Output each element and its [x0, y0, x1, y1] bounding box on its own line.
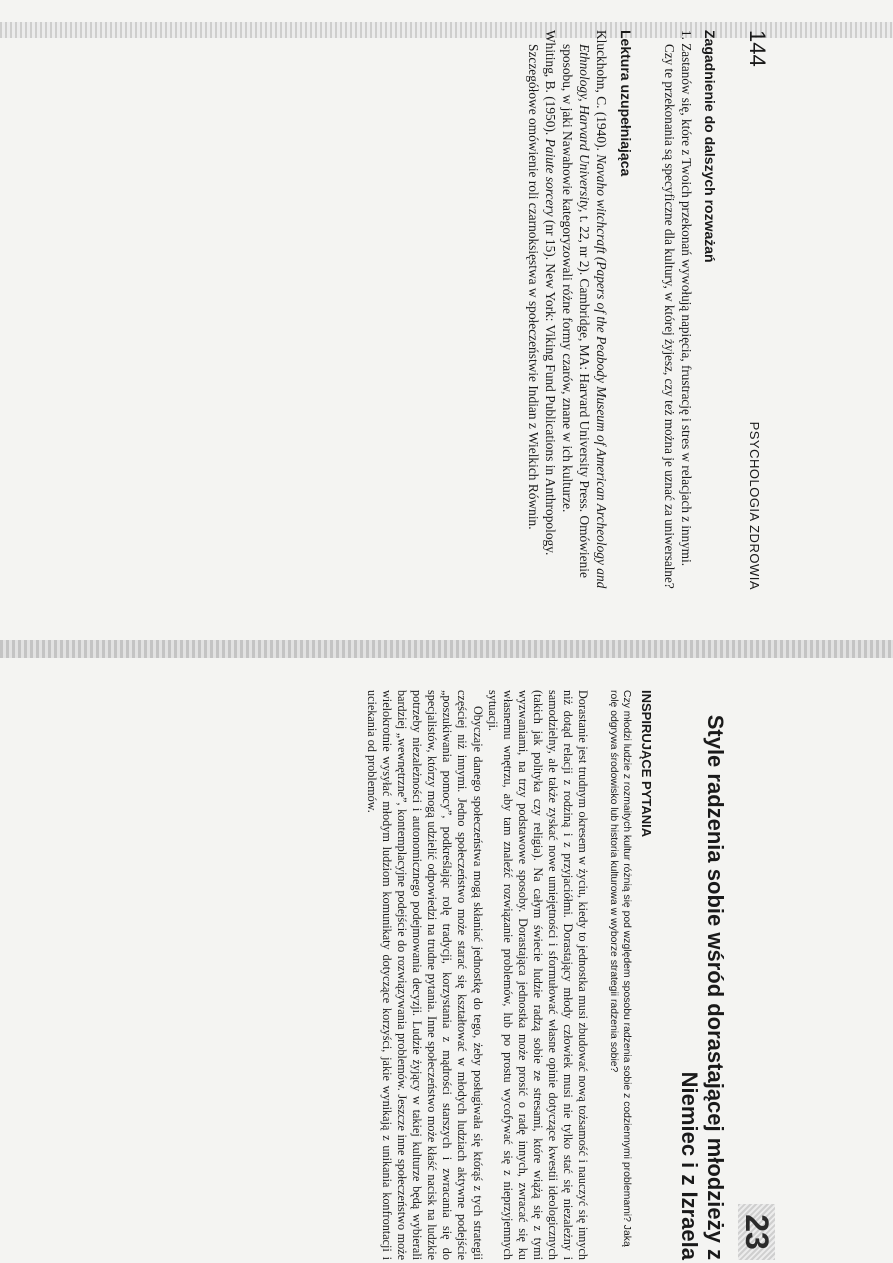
page-144: [70, 30, 770, 590]
page-header: [744, 30, 770, 590]
reference-kluckhohn: [559, 30, 610, 590]
page-fold: [0, 640, 893, 658]
ref-author: Whiting, B. (1950).: [542, 30, 558, 139]
questions-text: Czy młodzi ludzie z rozmaitych kultur różnią się pod względem sposobu radzenia sobie z codziennymi problemami? Jaką rolę odgrywa środowisko lub historia kulturowa w wyborze strategii radzenia sobie?: [607, 690, 633, 1247]
section-title-reading: Lektura uzupełniająca: [618, 30, 635, 177]
section-title-discussion: Zagadnienie do dalszych rozważań: [702, 30, 718, 263]
questions-heading: INSPIRUJĄCE PYTANIA: [639, 690, 655, 838]
ref-details: (nr 15). New York: Viking Fund Publications in Anthropology. Szczegółowe omówienie roli czarnoksięstwa w społeczeństwie Indian z Wielkich Równin.: [525, 44, 558, 556]
chapter-title: Style radzenia sobie wśród dorastającej młodzieży z Niemiec i z Izraela: [677, 714, 728, 1260]
ref-title: Navaho witchcraft (Papers of the Peabody Museum of American Archeology and Ethnology, Harvard University,: [577, 44, 610, 589]
reference-whiting: [524, 30, 558, 590]
discussion-item: 1. Zastanów się, które z Twoich przekonań wywołują napięcia, frustrację i stres w relacjach z innymi. Czy te przekonania są specyficzne dla kultury, w której żyjesz, czy też można je uznać za uniwersalne?: [662, 30, 694, 589]
ref-details: t. 22, nr 2). Cambridge, MA: Harvard University Press. Omówienie sposobu, w jaki Nawahowie kategoryzowali różne formy czarów, znane w ich kulturze.: [559, 44, 593, 578]
ref-author: Kluckhohn, C. (1940).: [594, 30, 610, 155]
body-paragraph-2: Obyczaje danego społeczeństwa mogą skłaniać jednostkę do tego, żeby posługiwała się którąś z tych strategii częściej niż innymi. Jedno społeczeństwo może starać się kształtować w młodych ludziach aktywne podejście „poszukiwania pomocy”, podkreślając rolę tradycji, korzystania z mądrości starszych i zwracania się do specjalistów, którzy mogą udzielić odpowiedzi na trudne pytania. Inne społeczeństwo może kłaść nacisk na ludzkie potrzeby niezależności i autonomicznego podejmowania decyzji. Ludzie żyjący w takiej kulturze będą wybierali bardziej „wewnętrzne”, kontemplacyjne podejście do rozwiązywania problemów. Jeszcze inne społeczeństwo może wielokrotnie wysyłać młodym ludziom komunikaty dotyczące korzyści, jakie wynikają z unikania konfrontacji i uciekania od problemów.: [364, 690, 485, 1260]
body-paragraph-1: Dorastanie jest trudnym okresem w życiu, kiedy to jednostka musi zbudować nową tożsamość i nauczyć się innych niż dotąd relacji z rodziną i z przyjaciółmi. Dorastający młody człowiek musi nie tylko stać się niezależny i samodzielny, ale także zyskać nowe umiejętności i sformułować własne opinie dotyczące kwestii ideologicznych (takich jak polityka czy religia). Na całym świecie ludzie radzą sobie ze stresami, które wiążą się z tymi wyzwaniami, na trzy podstawowe sposoby. Dorastająca jednostka może prosić o radę innych, zwracać się ku własnemu wnętrzu, aby tam znaleźć rozwiązanie problemów, lub po prostu wycofywać się z nieprzyjemnych sytuacji.: [485, 690, 591, 1260]
chapter-number: 23: [738, 1204, 775, 1260]
ref-title: Paiute sorcery: [542, 138, 558, 217]
running-head: PSYCHOLOGIA ZDROWIA: [747, 421, 762, 590]
page-number: 144: [745, 30, 770, 67]
page-chapter-23: [55, 690, 775, 1260]
